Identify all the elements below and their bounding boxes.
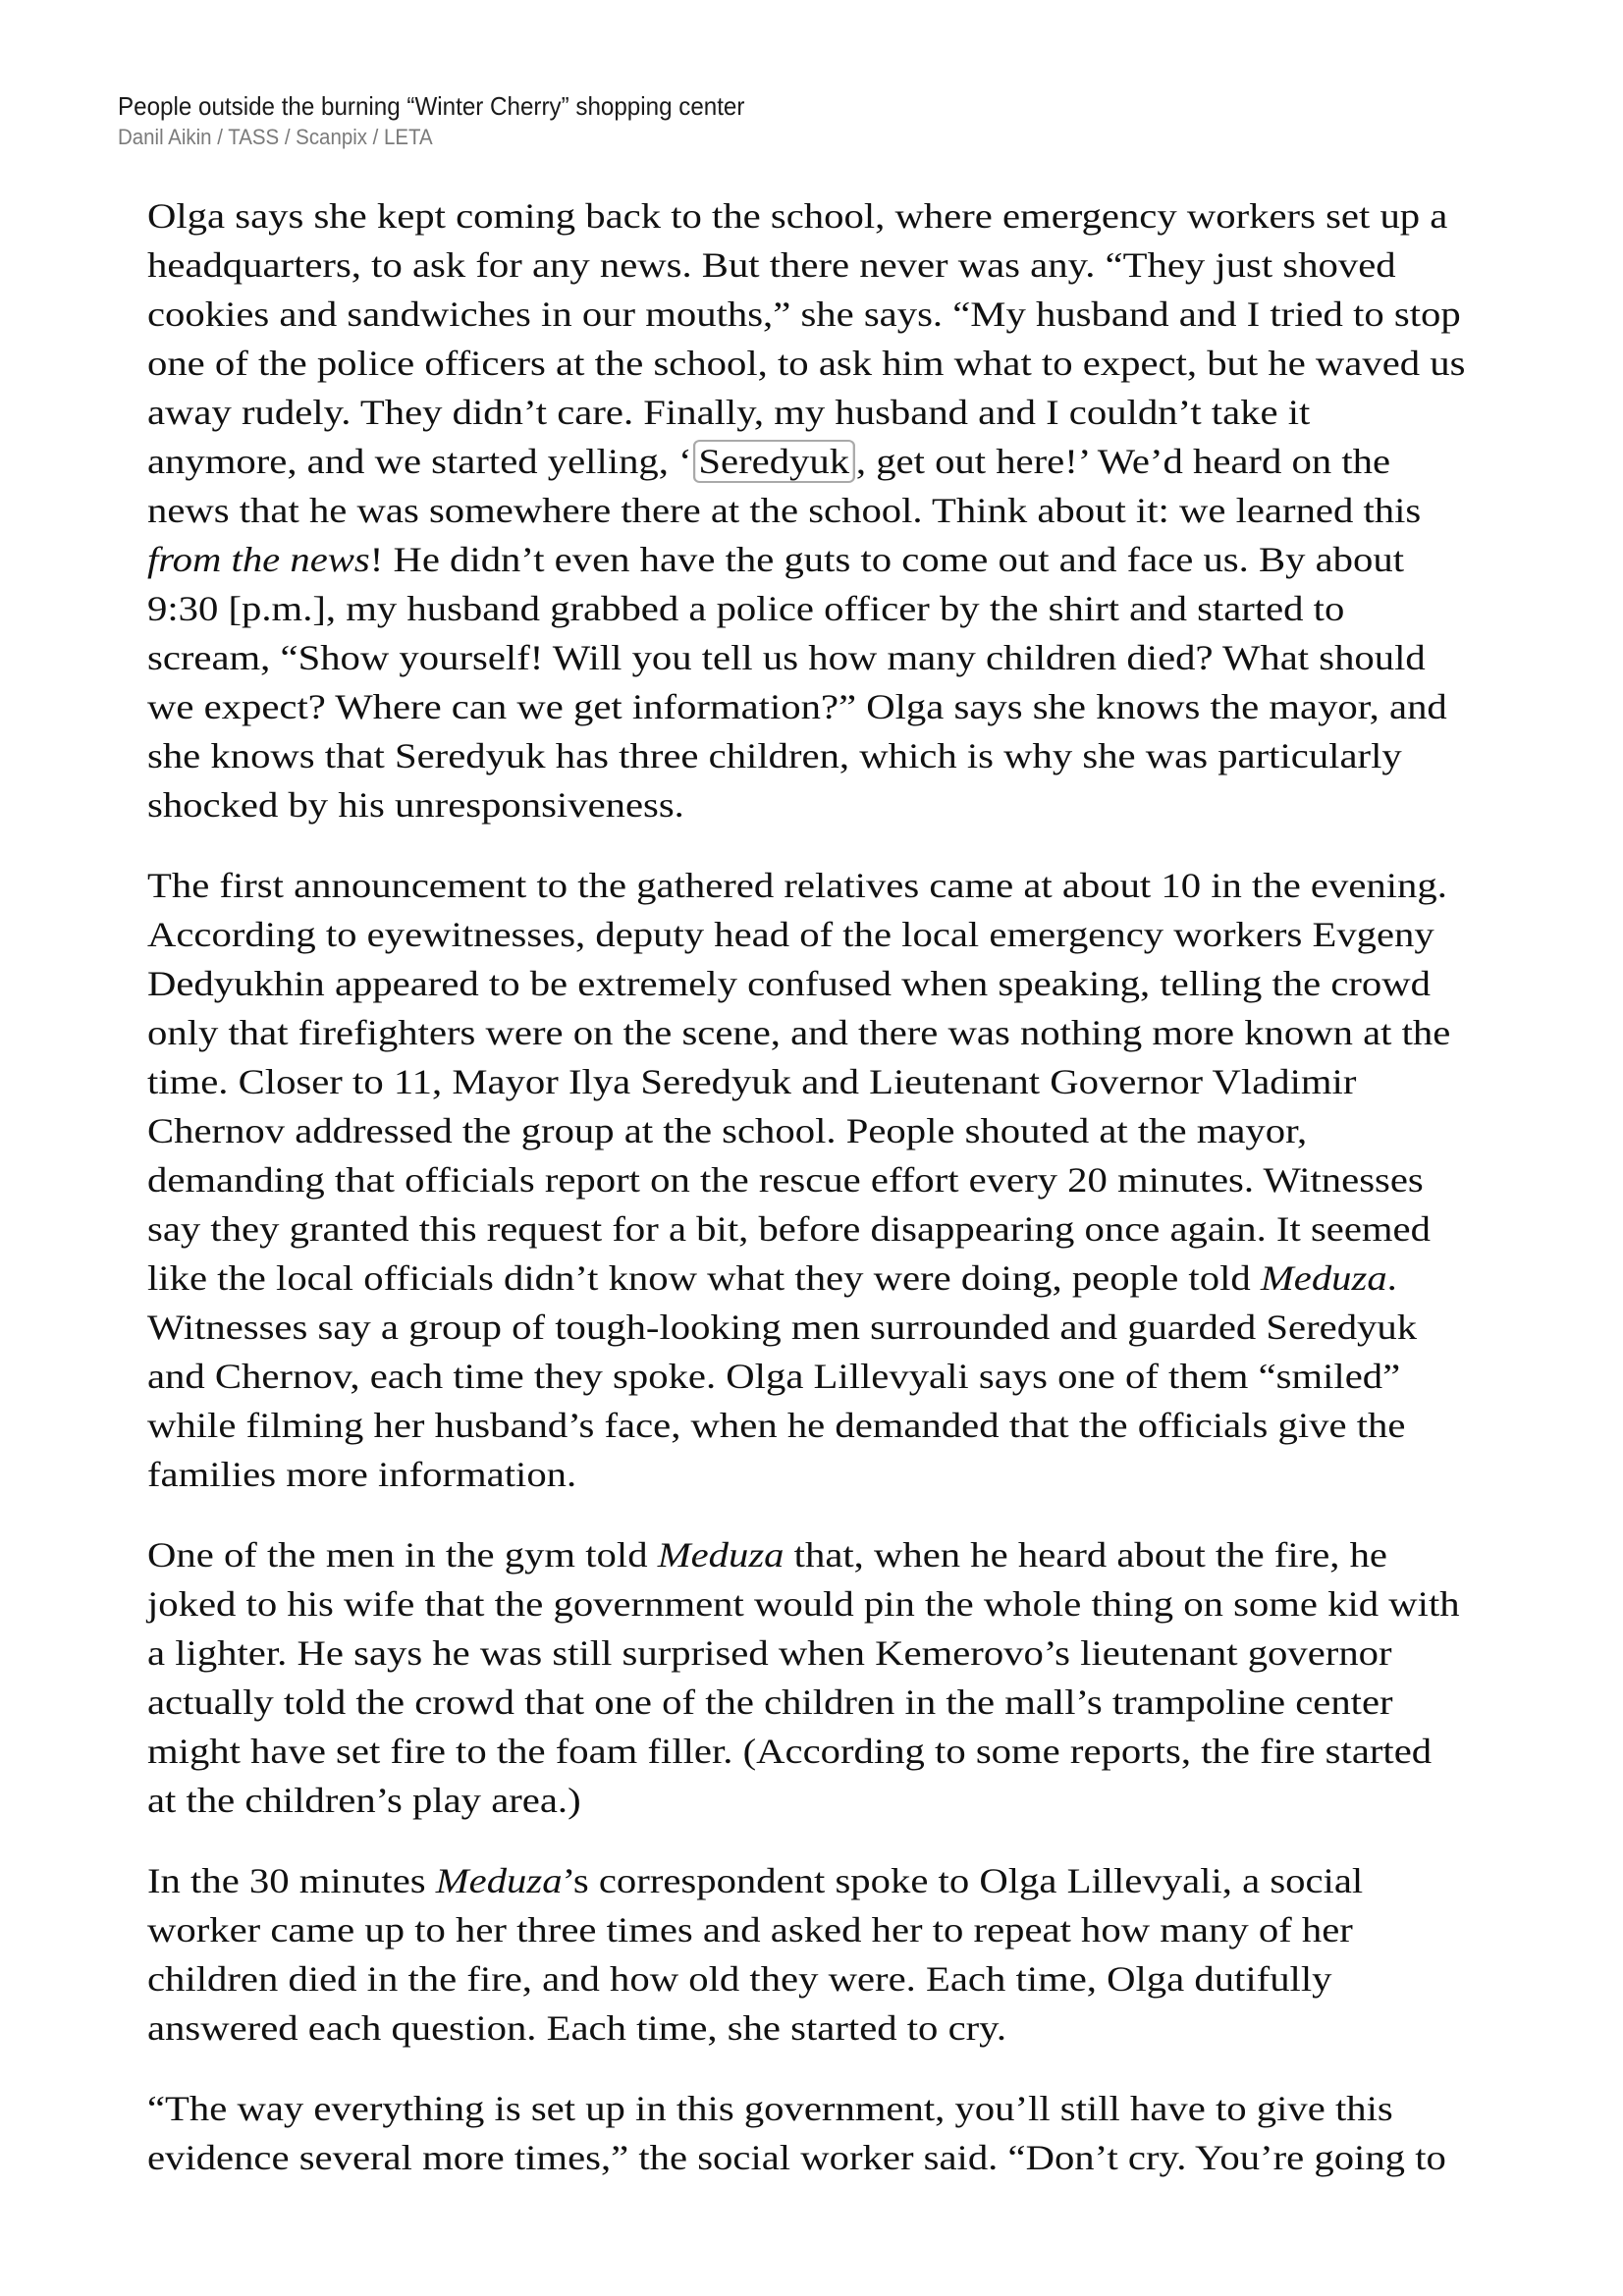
text-line bbox=[147, 1629, 1623, 1678]
text-line bbox=[147, 1155, 1623, 1204]
text-line bbox=[147, 339, 1623, 388]
italic-text: Meduza bbox=[657, 1535, 784, 1575]
text-line bbox=[147, 2084, 1623, 2133]
text-run: scream, “Show yourself! Will you tell us how many children died? What should bbox=[147, 638, 1426, 677]
text-run: headquarters, to ask for any news. But there never was any. “They just shoved bbox=[147, 245, 1396, 285]
text-line bbox=[147, 1954, 1623, 2003]
text-line bbox=[147, 1057, 1623, 1106]
text-line bbox=[147, 2133, 1623, 2182]
text-run: Dedyukhin appeared to be extremely confused when speaking, telling the crowd bbox=[147, 964, 1431, 1003]
italic-text: from the news bbox=[147, 540, 370, 579]
text-line bbox=[147, 1303, 1623, 1352]
text-run: anymore, and we started yelling, ‘ bbox=[147, 442, 692, 481]
text-run: at the children’s play area.) bbox=[147, 1781, 581, 1820]
text-line bbox=[147, 1204, 1623, 1254]
text-line bbox=[147, 1352, 1623, 1401]
text-line bbox=[147, 437, 1623, 486]
text-run: while filming her husband’s face, when he demanded that the officials give the bbox=[147, 1406, 1406, 1445]
text-run: one of the police officers at the school, to ask him what to expect, but he waved us bbox=[147, 344, 1466, 383]
text-run: joked to his wife that the government would pin the whole thing on some kid with bbox=[147, 1584, 1460, 1624]
text-run: worker came up to her three times and asked her to repeat how many of her bbox=[147, 1910, 1353, 1949]
text-line bbox=[147, 780, 1623, 829]
text-run: we expect? Where can we get information?” Olga says she knows the mayor, and bbox=[147, 687, 1447, 726]
highlighted-term[interactable]: Seredyuk bbox=[693, 440, 855, 483]
text-line bbox=[147, 1727, 1623, 1776]
text-run: and Chernov, each time they spoke. Olga Lillevyali says one of them “smiled” bbox=[147, 1357, 1401, 1396]
text-run: Olga says she kept coming back to the school, where emergency workers set up a bbox=[147, 196, 1448, 236]
text-line bbox=[147, 584, 1623, 633]
text-run: Witnesses say a group of tough-looking men surrounded and guarded Seredyuk bbox=[147, 1308, 1418, 1347]
text-run: demanding that officials report on the rescue effort every 20 minutes. Witnesses bbox=[147, 1160, 1424, 1200]
text-run: One of the men in the gym told bbox=[147, 1535, 658, 1575]
photo-credit: Danil Aikin / TASS / Scanpix / LETA bbox=[118, 125, 433, 149]
text-run: only that firefighters were on the scene, and there was nothing more known at the bbox=[147, 1013, 1451, 1052]
text-run: say they granted this request for a bit, before disappearing once again. It seemed bbox=[147, 1209, 1431, 1249]
text-line bbox=[147, 1530, 1623, 1579]
text-line bbox=[147, 1106, 1623, 1155]
text-run: In the 30 minutes bbox=[147, 1861, 436, 1900]
text-line bbox=[147, 633, 1623, 682]
text-line bbox=[147, 191, 1623, 240]
text-run: ! He didn’t even have the guts to come out and face us. By about bbox=[369, 540, 1405, 579]
text-run: . bbox=[1386, 1258, 1397, 1298]
text-line bbox=[147, 1856, 1623, 1905]
article-body bbox=[147, 191, 1502, 2214]
text-run: she knows that Seredyuk has three children, which is why she was particularly bbox=[147, 736, 1402, 775]
text-run: actually told the crowd that one of the children in the mall’s trampoline center bbox=[147, 1682, 1393, 1722]
text-line bbox=[147, 1678, 1623, 1727]
text-line bbox=[147, 1450, 1623, 1499]
text-line bbox=[147, 910, 1623, 959]
text-line bbox=[147, 861, 1623, 910]
text-line bbox=[147, 2003, 1623, 2053]
text-run: 9:30 [p.m.], my husband grabbed a police officer by the shirt and started to bbox=[147, 589, 1345, 628]
text-run: ’s correspondent spoke to Olga Lillevyali, a social bbox=[562, 1861, 1364, 1900]
text-run: that, when he heard about the fire, he bbox=[784, 1535, 1387, 1575]
text-line bbox=[147, 1401, 1623, 1450]
text-run: Chernov addressed the group at the school. People shouted at the mayor, bbox=[147, 1111, 1308, 1150]
paragraph bbox=[147, 1530, 1502, 1825]
text-run: time. Closer to 11, Mayor Ilya Seredyuk and Lieutenant Governor Vladimir bbox=[147, 1062, 1357, 1101]
text-run: like the local officials didn’t know what they were doing, people told bbox=[147, 1258, 1261, 1298]
text-line bbox=[147, 535, 1623, 584]
text-run: families more information. bbox=[147, 1455, 577, 1494]
text-run: a lighter. He says he was still surprised when Kemerovo’s lieutenant governor bbox=[147, 1633, 1392, 1673]
text-run: The first announcement to the gathered relatives came at about 10 in the evening. bbox=[147, 866, 1447, 905]
text-run: According to eyewitnesses, deputy head of the local emergency workers Evgeny bbox=[147, 915, 1434, 954]
paragraph bbox=[147, 191, 1502, 829]
text-run: shocked by his unresponsiveness. bbox=[147, 785, 684, 825]
text-line bbox=[147, 1776, 1623, 1825]
text-run: , get out here!’ We’d heard on the bbox=[855, 442, 1391, 481]
text-run: “The way everything is set up in this government, you’ll still have to give this bbox=[147, 2089, 1393, 2128]
text-run: children died in the fire, and how old they were. Each time, Olga dutifully bbox=[147, 1959, 1332, 1999]
text-line bbox=[147, 1905, 1623, 1954]
italic-text: Meduza bbox=[435, 1861, 563, 1900]
text-line bbox=[147, 959, 1623, 1008]
text-line bbox=[147, 388, 1623, 437]
italic-text: Meduza bbox=[1260, 1258, 1387, 1298]
text-run: evidence several more times,” the social worker said. “Don’t cry. You’re going to bbox=[147, 2138, 1446, 2177]
paragraph bbox=[147, 861, 1502, 1499]
text-line bbox=[147, 290, 1623, 339]
text-run: answered each question. Each time, she started to cry. bbox=[147, 2008, 1007, 2048]
text-line bbox=[147, 1254, 1623, 1303]
text-run: news that he was somewhere there at the school. Think about it: we learned this bbox=[147, 491, 1422, 530]
text-run: might have set fire to the foam filler. (According to some reports, the fire started bbox=[147, 1732, 1433, 1771]
text-line bbox=[147, 731, 1623, 780]
text-line bbox=[147, 1008, 1623, 1057]
text-run: cookies and sandwiches in our mouths,” she says. “My husband and I tried to stop bbox=[147, 294, 1461, 334]
text-line bbox=[147, 240, 1623, 290]
figure-caption: People outside the burning “Winter Cherry” shopping center bbox=[118, 91, 745, 121]
paragraph bbox=[147, 1856, 1502, 2053]
text-line bbox=[147, 1579, 1623, 1629]
paragraph bbox=[147, 2084, 1502, 2182]
text-line bbox=[147, 682, 1623, 731]
figure-caption-block bbox=[118, 90, 792, 151]
text-run: away rudely. They didn’t care. Finally, my husband and I couldn’t take it bbox=[147, 393, 1311, 432]
text-line bbox=[147, 486, 1623, 535]
